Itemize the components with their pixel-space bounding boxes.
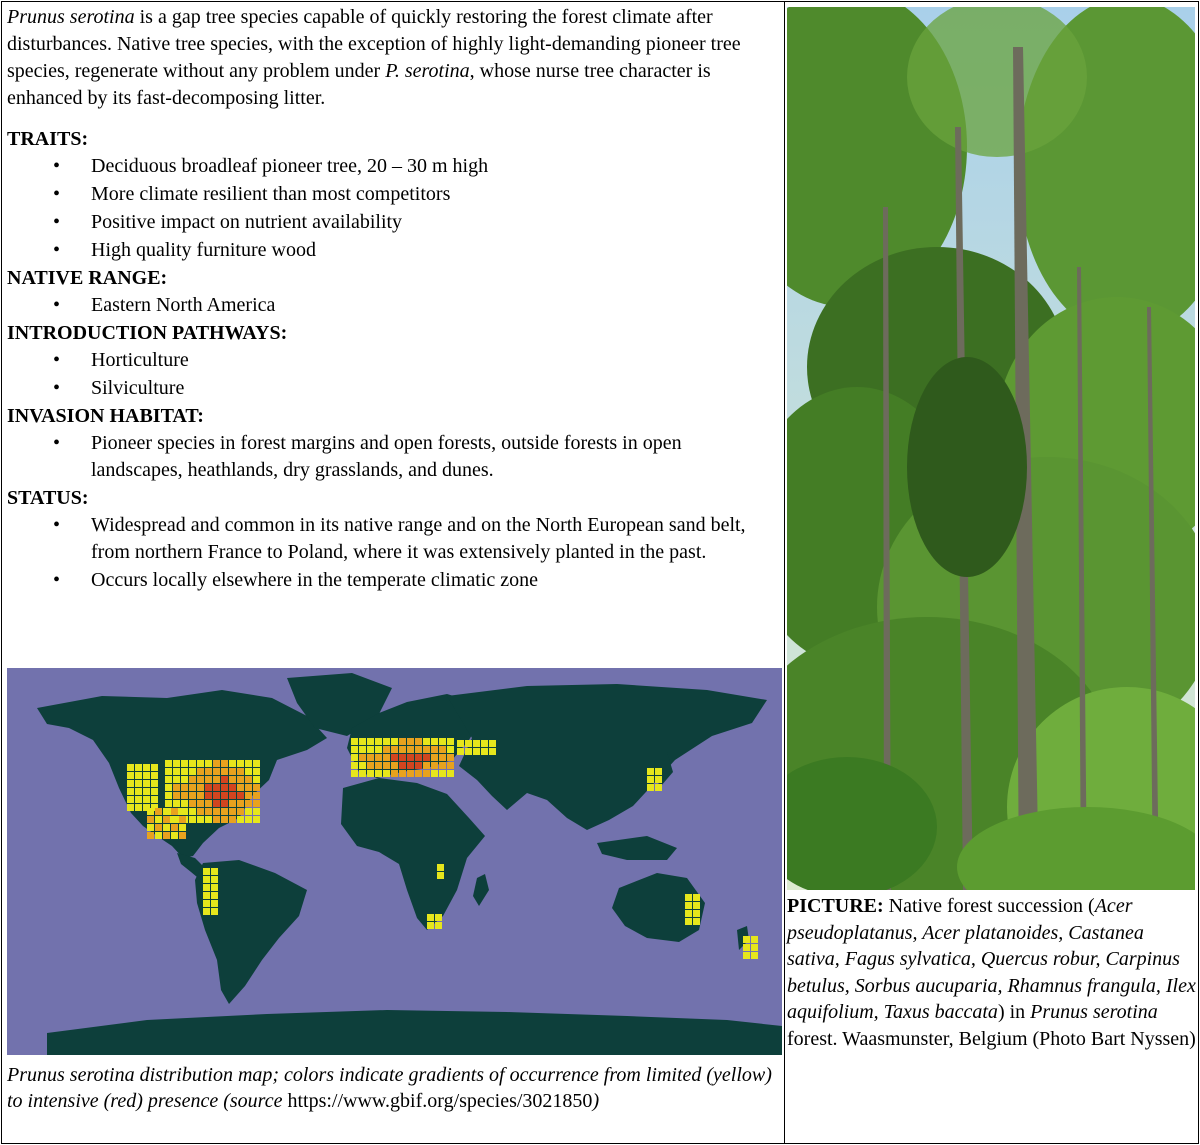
occurrence-square	[197, 800, 204, 807]
occurrence-square	[213, 784, 220, 791]
occurrence-square	[743, 944, 750, 951]
list-item: • Widespread and common in its native range and on the North European sand belt, from northern France to Poland, where it was extensively planted in the past.	[7, 512, 777, 566]
occurrence-square	[439, 738, 446, 745]
occurrence-square	[465, 748, 472, 755]
occurrence-square	[375, 754, 382, 761]
list-item: • Deciduous broadleaf pioneer tree, 20 – 30 m high	[7, 153, 777, 180]
occurrence-square	[135, 788, 142, 795]
occurrence-square	[211, 876, 218, 883]
occurrence-square	[205, 800, 212, 807]
occurrence-square	[237, 808, 244, 815]
occurrence-square	[685, 902, 692, 909]
occurrence-square	[407, 770, 414, 777]
occurrence-square	[367, 770, 374, 777]
occurrence-square	[435, 922, 442, 929]
occurrence-square	[399, 762, 406, 769]
occurrence-square	[423, 746, 430, 753]
occurrence-square	[427, 914, 434, 921]
map-caption-end: )	[592, 1090, 600, 1112]
occurrence-square	[143, 788, 150, 795]
occurrence-square	[439, 762, 446, 769]
occurrence-square	[415, 762, 422, 769]
species-name: Prunus serotina	[7, 6, 135, 28]
occurrence-square	[237, 816, 244, 823]
occurrence-square	[245, 808, 252, 815]
occurrence-square	[173, 792, 180, 799]
occurrence-square	[647, 776, 654, 783]
occurrence-square	[213, 768, 220, 775]
occurrence-square	[655, 776, 662, 783]
occurrence-square	[375, 770, 382, 777]
occurrence-square	[189, 800, 196, 807]
occurrence-square	[197, 792, 204, 799]
occurrence-square	[685, 910, 692, 917]
occurrence-square	[189, 808, 196, 815]
occurrence-square	[179, 824, 186, 831]
map-caption-text: Prunus serotina distribution map; colors indicate gradients of occurrence from limited (yellow) to intensive (red) presence (source	[7, 1064, 772, 1112]
occurrence-square	[359, 770, 366, 777]
occurrence-square	[143, 796, 150, 803]
occurrence-square	[415, 754, 422, 761]
occurrence-square	[197, 776, 204, 783]
occurrence-square	[245, 800, 252, 807]
occurrence-square	[221, 768, 228, 775]
occurrence-square	[171, 816, 178, 823]
occurrence-square	[253, 792, 260, 799]
occurrence-square	[253, 808, 260, 815]
occurrence-square	[481, 748, 488, 755]
occurrence-square	[415, 738, 422, 745]
occurrence-square	[203, 876, 210, 883]
occurrence-square	[435, 914, 442, 921]
occurrence-square	[693, 910, 700, 917]
occurrence-square	[155, 816, 162, 823]
photo-caption-text-1: Native forest succession (	[883, 895, 1095, 917]
source-url[interactable]: https://www.gbif.org/species/3021850	[287, 1090, 593, 1112]
occurrence-square	[439, 754, 446, 761]
occurrence-square	[155, 824, 162, 831]
occurrence-square	[143, 764, 150, 771]
occurrence-square	[229, 784, 236, 791]
occurrence-square	[163, 824, 170, 831]
occurrence-square	[383, 770, 390, 777]
occurrence-square	[179, 808, 186, 815]
occurrence-square	[415, 770, 422, 777]
invasion-habitat-list	[7, 430, 777, 484]
occurrence-square	[423, 738, 430, 745]
occurrence-square	[359, 746, 366, 753]
occurrence-square	[127, 804, 134, 811]
occurrence-square	[221, 816, 228, 823]
forest-photo-svg	[787, 7, 1195, 890]
occurrence-square	[173, 760, 180, 767]
occurrence-square	[189, 768, 196, 775]
occurrence-square	[229, 776, 236, 783]
occurrence-square	[693, 894, 700, 901]
occurrence-square	[151, 764, 158, 771]
occurrence-square	[375, 738, 382, 745]
occurrence-square	[743, 952, 750, 959]
occurrence-square	[229, 816, 236, 823]
occurrence-square	[457, 748, 464, 755]
list-item: • Silviculture	[7, 375, 777, 402]
occurrence-square	[211, 892, 218, 899]
occurrence-square	[431, 754, 438, 761]
occurrence-square	[173, 776, 180, 783]
occurrence-square	[237, 760, 244, 767]
occurrence-square	[213, 800, 220, 807]
occurrence-square	[465, 740, 472, 747]
occurrence-square	[245, 792, 252, 799]
occurrence-square	[473, 748, 480, 755]
traits-list	[7, 153, 777, 264]
intro-text-1: is a gap tree species capable of quickly restoring the forest climate after disturbances. Native tree species, with the exception of highly light-demanding pioneer tree species, regenerate without any problem under	[7, 6, 741, 82]
occurrence-square	[181, 784, 188, 791]
occurrence-square	[351, 770, 358, 777]
intro-text-2: , whose nurse tree character is enhanced by its fast-decomposing litter.	[7, 60, 711, 109]
occurrence-square	[127, 780, 134, 787]
introduction-pathways-heading: INTRODUCTION PATHWAYS:	[7, 322, 288, 344]
occurrence-square	[173, 800, 180, 807]
world-map-svg	[7, 668, 782, 1055]
occurrence-square	[151, 772, 158, 779]
occurrence-square	[229, 800, 236, 807]
distribution-map	[7, 668, 782, 1055]
occurrence-square	[751, 952, 758, 959]
native-range-list	[7, 292, 777, 319]
occurrence-square	[415, 746, 422, 753]
occurrence-square	[367, 746, 374, 753]
occurrence-square	[221, 784, 228, 791]
occurrence-square	[237, 776, 244, 783]
occurrence-square	[181, 800, 188, 807]
occurrence-square	[143, 780, 150, 787]
occurrence-square	[375, 746, 382, 753]
occurrence-square	[181, 792, 188, 799]
occurrence-square	[155, 808, 162, 815]
occurrence-square	[147, 832, 154, 839]
occurrence-square	[205, 784, 212, 791]
occurrence-square	[447, 746, 454, 753]
occurrence-square	[743, 936, 750, 943]
occurrence-square	[203, 892, 210, 899]
occurrence-square	[165, 768, 172, 775]
occurrence-square	[359, 738, 366, 745]
occurrence-square	[179, 832, 186, 839]
occurrence-square	[473, 740, 480, 747]
list-item: • Pioneer species in forest margins and open forests, outside forests in open landscapes, heathlands, dry grasslands, and dunes.	[7, 430, 777, 484]
occurrence-square	[151, 780, 158, 787]
occurrence-square	[165, 776, 172, 783]
occurrence-square	[147, 816, 154, 823]
occurrence-square	[437, 864, 444, 871]
occurrence-square	[399, 746, 406, 753]
occurrence-square	[229, 792, 236, 799]
occurrence-square	[751, 944, 758, 951]
occurrence-square	[237, 792, 244, 799]
occurrence-square	[197, 808, 204, 815]
occurrence-square	[221, 800, 228, 807]
occurrence-square	[205, 768, 212, 775]
intro-paragraph	[7, 4, 777, 112]
occurrence-square	[407, 746, 414, 753]
list-item: • High quality furniture wood	[7, 237, 777, 264]
occurrence-square	[447, 770, 454, 777]
status-heading: STATUS:	[7, 487, 89, 509]
list-item: • Occurs locally elsewhere in the temperate climatic zone	[7, 567, 777, 594]
occurrence-square	[367, 762, 374, 769]
occurrence-square	[135, 772, 142, 779]
occurrence-square	[163, 808, 170, 815]
occurrence-square	[143, 772, 150, 779]
occurrence-square	[685, 894, 692, 901]
occurrence-square	[189, 784, 196, 791]
occurrence-square	[211, 884, 218, 891]
occurrence-square	[213, 792, 220, 799]
occurrence-square	[237, 768, 244, 775]
occurrence-square	[197, 816, 204, 823]
occurrence-square	[253, 768, 260, 775]
occurrence-square	[165, 760, 172, 767]
occurrence-square	[407, 762, 414, 769]
occurrence-square	[155, 832, 162, 839]
occurrence-square	[367, 754, 374, 761]
occurrence-square	[399, 754, 406, 761]
occurrence-square	[135, 780, 142, 787]
occurrence-square	[221, 776, 228, 783]
occurrence-square	[489, 748, 496, 755]
occurrence-square	[351, 746, 358, 753]
occurrence-square	[197, 768, 204, 775]
occurrence-square	[693, 918, 700, 925]
occurrence-square	[367, 738, 374, 745]
occurrence-square	[205, 808, 212, 815]
occurrence-square	[383, 754, 390, 761]
occurrence-square	[189, 760, 196, 767]
occurrence-square	[229, 768, 236, 775]
occurrence-square	[351, 762, 358, 769]
species-abbrev: P. serotina	[385, 60, 470, 82]
occurrence-square	[751, 936, 758, 943]
occurrence-square	[423, 770, 430, 777]
species-list: Acer pseudoplatanus, Acer platanoides, Castanea sativa, Fagus sylvatica, Quercus robur, Carpinus betulus, Sorbus aucuparia, Rhamnus frangula, Ilex aquifolium, Taxus baccata	[787, 895, 1196, 1023]
occurrence-square	[127, 764, 134, 771]
list-item: • More climate resilient than most competitors	[7, 181, 777, 208]
invasion-habitat-heading: INVASION HABITAT:	[7, 405, 204, 427]
occurrence-square	[431, 738, 438, 745]
occurrence-square	[213, 760, 220, 767]
occurrence-square	[359, 754, 366, 761]
traits-heading: TRAITS:	[7, 128, 89, 150]
occurrence-square	[205, 760, 212, 767]
occurrence-square	[245, 784, 252, 791]
occurrence-square	[253, 816, 260, 823]
occurrence-square	[439, 770, 446, 777]
occurrence-square	[253, 784, 260, 791]
occurrence-square	[253, 776, 260, 783]
occurrence-square	[173, 784, 180, 791]
occurrence-square	[179, 816, 186, 823]
occurrence-square	[391, 746, 398, 753]
occurrence-square	[151, 788, 158, 795]
occurrence-square	[481, 740, 488, 747]
occurrence-square	[163, 832, 170, 839]
occurrence-square	[135, 764, 142, 771]
occurrence-square	[431, 746, 438, 753]
occurrence-square	[431, 762, 438, 769]
occurrence-square	[203, 868, 210, 875]
occurrence-square	[447, 738, 454, 745]
occurrence-square	[391, 762, 398, 769]
occurrence-square	[391, 754, 398, 761]
occurrence-square	[685, 918, 692, 925]
occurrence-square	[647, 768, 654, 775]
occurrence-square	[423, 762, 430, 769]
occurrence-square	[237, 800, 244, 807]
occurrence-square	[383, 762, 390, 769]
occurrence-square	[211, 900, 218, 907]
occurrence-square	[221, 792, 228, 799]
occurrence-square	[221, 760, 228, 767]
occurrence-square	[135, 804, 142, 811]
occurrence-square	[213, 808, 220, 815]
list-item: • Eastern North America	[7, 292, 777, 319]
occurrence-square	[457, 740, 464, 747]
occurrence-square	[165, 792, 172, 799]
occurrence-square	[189, 816, 196, 823]
occurrence-square	[375, 762, 382, 769]
occurrence-square	[151, 796, 158, 803]
occurrence-square	[407, 754, 414, 761]
occurrence-square	[447, 762, 454, 769]
occurrence-square	[439, 746, 446, 753]
column-divider	[784, 2, 785, 1143]
occurrence-square	[351, 754, 358, 761]
occurrence-square	[165, 784, 172, 791]
occurrence-square	[391, 770, 398, 777]
occurrence-square	[171, 824, 178, 831]
occurrence-square	[205, 776, 212, 783]
native-range-heading: NATIVE RANGE:	[7, 267, 168, 289]
occurrence-square	[647, 784, 654, 791]
occurrence-square	[407, 738, 414, 745]
occurrence-square	[489, 740, 496, 747]
occurrence-square	[213, 816, 220, 823]
occurrence-square	[655, 784, 662, 791]
photo-caption-text-2: ) in	[997, 1001, 1031, 1023]
occurrence-square	[447, 754, 454, 761]
occurrence-square	[229, 760, 236, 767]
status-list	[7, 512, 777, 594]
occurrence-square	[181, 768, 188, 775]
occurrence-square	[253, 800, 260, 807]
occurrence-square	[197, 760, 204, 767]
occurrence-square	[253, 760, 260, 767]
occurrence-square	[213, 776, 220, 783]
occurrence-square	[147, 808, 154, 815]
occurrence-square	[221, 808, 228, 815]
map-caption	[7, 1062, 782, 1114]
occurrence-square	[127, 796, 134, 803]
occurrence-square	[171, 832, 178, 839]
occurrence-square	[437, 872, 444, 879]
occurrence-square	[423, 754, 430, 761]
occurrence-square	[205, 792, 212, 799]
occurrence-square	[127, 788, 134, 795]
occurrence-square	[399, 770, 406, 777]
occurrence-square	[127, 772, 134, 779]
occurrence-square	[163, 816, 170, 823]
occurrence-square	[189, 792, 196, 799]
occurrence-square	[203, 900, 210, 907]
occurrence-square	[359, 762, 366, 769]
occurrence-square	[245, 768, 252, 775]
occurrence-square	[391, 738, 398, 745]
occurrence-square	[181, 760, 188, 767]
photo-caption	[787, 893, 1197, 1052]
occurrence-square	[693, 902, 700, 909]
occurrence-square	[383, 746, 390, 753]
occurrence-square	[181, 776, 188, 783]
occurrence-square	[189, 776, 196, 783]
occurrence-square	[135, 796, 142, 803]
occurrence-square	[203, 908, 210, 915]
occurrence-square	[165, 800, 172, 807]
occurrence-square	[431, 770, 438, 777]
photo-species-name: Prunus serotina	[1030, 1001, 1158, 1023]
occurrence-square	[655, 768, 662, 775]
list-item: • Horticulture	[7, 347, 777, 374]
occurrence-square	[171, 808, 178, 815]
photo-caption-text-3: forest. Waasmunster, Belgium (Photo Bart Nyssen)	[787, 1027, 1196, 1050]
occurrence-square	[211, 868, 218, 875]
occurrence-square	[205, 816, 212, 823]
forest-photo	[787, 7, 1195, 890]
text-column	[7, 4, 777, 595]
introduction-pathways-list	[7, 347, 777, 402]
occurrence-square	[211, 908, 218, 915]
occurrence-square	[427, 922, 434, 929]
occurrence-square	[147, 824, 154, 831]
list-item: • Positive impact on nutrient availability	[7, 209, 777, 236]
occurrence-square	[229, 808, 236, 815]
occurrence-square	[383, 738, 390, 745]
occurrence-square	[351, 738, 358, 745]
occurrence-square	[197, 784, 204, 791]
occurrence-square	[245, 816, 252, 823]
occurrence-square	[203, 884, 210, 891]
occurrence-square	[173, 768, 180, 775]
occurrence-square	[245, 776, 252, 783]
picture-label: PICTURE:	[787, 895, 884, 917]
occurrence-square	[399, 738, 406, 745]
occurrence-square	[237, 784, 244, 791]
occurrence-square	[245, 760, 252, 767]
